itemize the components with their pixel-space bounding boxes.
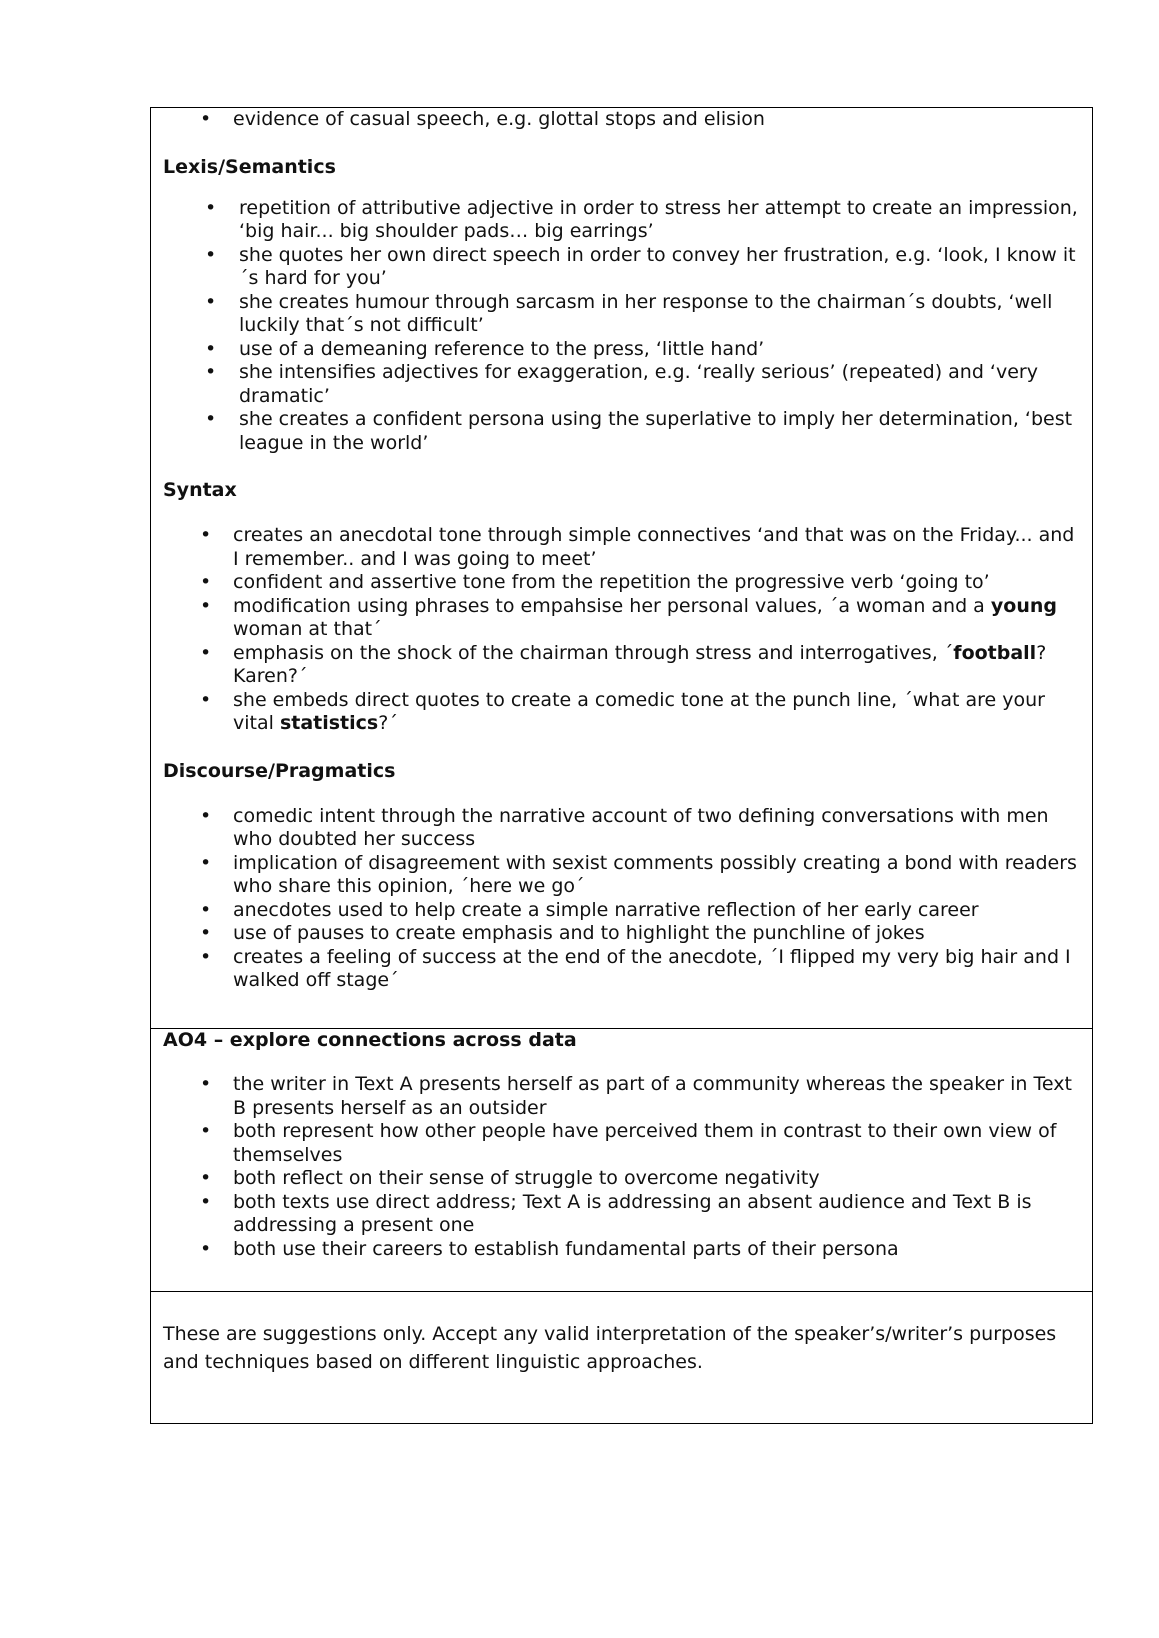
list-item: • repetition of attributive adjective in order to stress her attempt to create an impression, ‘big hair... big shoulder pads… big earrings’	[205, 196, 1078, 242]
list-item: • both texts use direct address; Text A is addressing an absent audience and Text B is addressing a present one	[200, 1190, 1032, 1236]
list-item: • implication of disagreement with sexist comments possibly creating a bond with readers who share this opinion, ´here we go´	[200, 851, 1077, 897]
list-item: • both use their careers to establish fundamental parts of their persona	[200, 1237, 899, 1260]
ao4-list	[163, 1073, 1080, 1261]
list-item: • evidence of casual speech, e.g. glottal stops and elision	[200, 108, 765, 130]
mark-scheme-table	[150, 107, 1093, 1424]
list-item: • confident and assertive tone from the repetition the progressive verb ‘going to’	[200, 571, 990, 593]
main-cell	[151, 108, 1092, 1028]
list-item: • emphasis on the shock of the chairman through stress and interrogatives, ´football? Karen?´	[200, 641, 1047, 687]
list-item: • both reflect on their sense of struggle to overcome negativity	[200, 1167, 820, 1189]
discourse-heading: Discourse/Pragmatics	[163, 759, 396, 782]
list-item: • creates a feeling of success at the end of the anecdote, ´I flipped my very big hair and I walked off stage´	[200, 945, 1071, 991]
list-item: • anecdotes used to help create a simple narrative reflection of her early career	[200, 898, 979, 921]
list-item: • comedic intent through the narrative account of two defining conversations with men who doubted her success	[200, 804, 1049, 850]
list-item: • the writer in Text A presents herself as part of a community whereas the speaker in Text B presents herself as an outsider	[200, 1073, 1072, 1119]
list-item: • she creates a confident persona using the superlative to imply her determination, ‘best league in the world’	[205, 408, 1073, 454]
list-item: • she creates humour through sarcasm in her response to the chairman´s doubts, ‘well luckily that´s not difficult’	[205, 290, 1053, 336]
note-cell	[151, 1291, 1092, 1423]
list-item: • she quotes her own direct speech in order to convey her frustration, e.g. ‘look, I know it´s hard for you’	[205, 243, 1076, 289]
syntax-heading: Syntax	[163, 479, 237, 501]
ao4-cell	[151, 1028, 1092, 1291]
list-item: • both represent how other people have perceived them in contrast to their own view of themselves	[200, 1120, 1057, 1166]
discourse-list	[163, 805, 1080, 993]
syntax-list	[163, 524, 1080, 736]
suggestions-note: These are suggestions only. Accept any valid interpretation of the speaker’s/writer’s purposes and techniques based on different linguistic approaches.	[163, 1323, 1057, 1373]
casual-speech-list	[163, 108, 1080, 132]
list-item: • modification using phrases to empahsise her personal values, ´a woman and a young woman at that´	[200, 594, 1057, 640]
list-item: • use of pauses to create emphasis and to highlight the punchline of jokes	[200, 922, 925, 944]
list-item: • she embeds direct quotes to create a comedic tone at the punch line, ´what are your vital statistics?´	[200, 688, 1045, 734]
lexis-list	[163, 197, 1080, 456]
ao4-heading: AO4 – explore connections across data	[163, 1029, 577, 1051]
list-item: • creates an anecdotal tone through simple connectives ‘and that was on the Friday... and I remember.. and I was going to meet’	[200, 524, 1075, 570]
lexis-heading: Lexis/Semantics	[163, 155, 336, 178]
list-item: • she intensifies adjectives for exaggeration, e.g. ‘really serious’ (repeated) and ‘very dramatic’	[205, 361, 1038, 407]
list-item: • use of a demeaning reference to the press, ‘little hand’	[205, 337, 765, 360]
